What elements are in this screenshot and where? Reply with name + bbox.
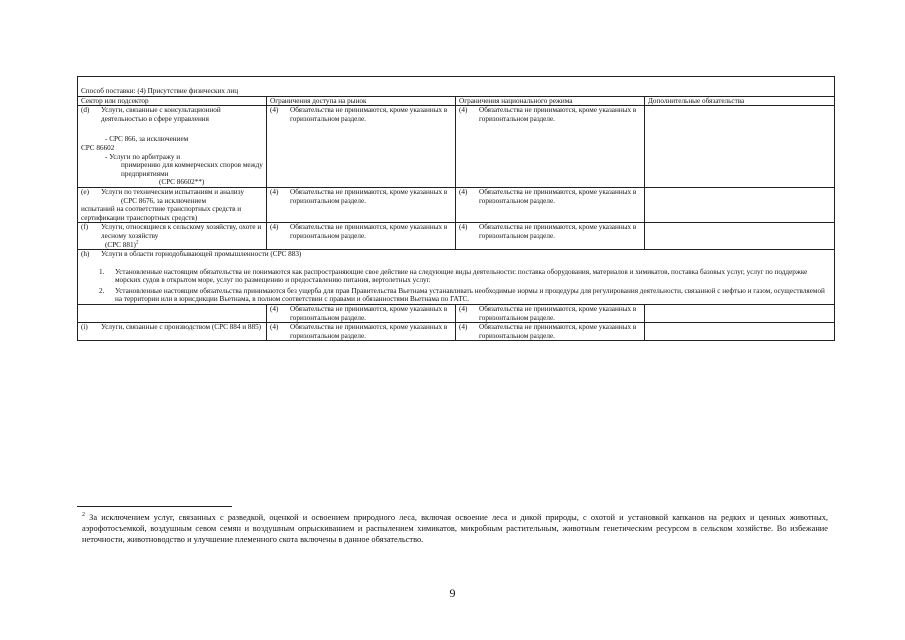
additional-d xyxy=(645,106,835,188)
sector-e-title: Услуги по техническим испытаниям и анализу xyxy=(101,187,244,196)
limitation-text: Обязательства не принимаются, кроме указанных в горизонтальном разделе. xyxy=(479,106,637,123)
sector-d-bullet1a: - CPC 866, за исключением xyxy=(105,135,189,144)
row-f xyxy=(78,223,835,250)
national-treatment-e xyxy=(456,187,645,222)
sector-d xyxy=(78,106,267,188)
header-market-access: Ограничения доступа на рынок xyxy=(267,96,456,106)
limitation-text: Обязательства не принимаются, кроме указанных в горизонтальном разделе. xyxy=(290,305,448,322)
row-d xyxy=(78,106,835,188)
sector-e xyxy=(78,187,267,222)
header-additional: Дополнительные обязательства xyxy=(645,96,835,106)
limitation-label: (4) xyxy=(270,305,279,314)
sector-e-label: (e) xyxy=(81,187,89,196)
sector-d-label: (d) xyxy=(81,106,90,115)
national-treatment-h xyxy=(456,305,645,323)
sector-h-label: (h) xyxy=(81,250,90,259)
market-access-e xyxy=(267,187,456,222)
header-sector: Сектор или подсектор xyxy=(78,96,267,106)
sector-h-note1: 1. Установленные настоящим обязательства не понимаются как распространяющие свое действие на следующие виды деятельности: поставка оборудования, материалов и химикатов, поставка базовых услуг, услуг по поддержке морских судов в открытом море, услуг по размещению и предоставлению питания, вертолетных услуг. xyxy=(99,267,808,285)
limitation-label: (4) xyxy=(459,106,468,115)
limitation-label: (4) xyxy=(459,223,468,232)
footnote xyxy=(82,512,828,546)
header-row xyxy=(78,96,835,106)
limitation-label: (4) xyxy=(459,305,468,314)
sector-d-bullet2a: - Услуги по арбитражу и xyxy=(105,152,181,161)
commitments-table xyxy=(77,76,835,341)
supply-mode: Способ поставки: (4) Присутствие физических лиц xyxy=(78,77,835,97)
market-access-i xyxy=(267,323,456,341)
row-h-limits xyxy=(78,305,835,323)
national-treatment-i xyxy=(456,323,645,341)
market-access-d xyxy=(267,106,456,188)
additional-e xyxy=(645,187,835,222)
additional-h xyxy=(645,305,835,323)
sector-i xyxy=(78,323,267,341)
sector-h-title: Услуги в области горнодобывающей промышленности (CPC 883) xyxy=(101,250,302,259)
footnote-ref: 2 xyxy=(135,240,139,246)
row-h xyxy=(78,250,835,305)
sector-d-bullet2b: примирению для коммерческих споров между предприятиями xyxy=(121,161,263,178)
additional-f xyxy=(645,223,835,250)
limitation-text: Обязательства не принимаются, кроме указанных в горизонтальном разделе. xyxy=(290,106,448,123)
sector-f-title: Услуги, относящиеся к сельскому хозяйству, охоте и лесному хозяйству xyxy=(101,223,262,240)
sector-h-note2: 2. Установленные настоящим обязательства принимаются без ущерба для прав Правительства Вьетнама устанавливать необходимые нормы и процедуры для регулирования деятельности, связанной с нефтью и газом, осуществляемой на территории или в юрисдикции Вьетнама, в полном соответствии с правами и обязанностями Вьетнама по ГАТС. xyxy=(99,286,825,304)
limitation-label: (4) xyxy=(270,106,279,115)
footnote-separator xyxy=(77,506,232,507)
limitation-label: (4) xyxy=(270,223,279,232)
sector-h-empty xyxy=(78,305,267,323)
sector-d-title: Услуги, связанные с консультационной деятельностью в сфере управления xyxy=(101,106,221,123)
national-treatment-f xyxy=(456,223,645,250)
sector-d-bullet1b: CPC 86602 xyxy=(81,143,115,152)
sector-d-bullet2c: (CPC 86602**) xyxy=(159,178,205,187)
sector-h xyxy=(78,250,835,305)
limitation-text: Обязательства не принимаются, кроме указанных в горизонтальном разделе. xyxy=(479,223,637,240)
limitation-label: (4) xyxy=(270,187,279,196)
market-access-h xyxy=(267,305,456,323)
market-access-f xyxy=(267,223,456,250)
limitation-text: Обязательства не принимаются, кроме указанных в горизонтальном разделе. xyxy=(290,223,448,240)
limitation-label: (4) xyxy=(459,323,468,332)
header-national-treatment: Ограничения национального режима xyxy=(456,96,645,106)
national-treatment-d xyxy=(456,106,645,188)
supply-mode-row xyxy=(78,77,835,97)
limitation-text: Обязательства не принимаются, кроме указанных в горизонтальном разделе. xyxy=(479,323,637,340)
limitation-text: Обязательства не принимаются, кроме указанных в горизонтальном разделе. xyxy=(479,305,637,322)
sector-f xyxy=(78,223,267,250)
sector-i-label: (i) xyxy=(81,323,88,332)
sector-i-title: Услуги, связанные с производством (CPC 884 и 885) xyxy=(101,323,262,332)
limitation-label: (4) xyxy=(459,187,468,196)
sector-e-cpc: (CPC 8676, за исключением xyxy=(121,196,207,205)
sector-f-cpc: (CPC 881) xyxy=(105,240,136,249)
footnote-number: 2 xyxy=(82,512,85,519)
limitation-text: Обязательства не принимаются, кроме указанных в горизонтальном разделе. xyxy=(479,187,637,205)
row-e xyxy=(78,187,835,222)
row-i xyxy=(78,323,835,341)
limitation-text: Обязательства не принимаются, кроме указанных в горизонтальном разделе. xyxy=(290,323,448,340)
additional-i xyxy=(645,323,835,341)
limitation-text: Обязательства не принимаются, кроме указанных в горизонтальном разделе. xyxy=(290,187,448,205)
limitation-label: (4) xyxy=(270,323,279,332)
page-number: 9 xyxy=(449,586,456,600)
sector-e-rest: испытаний на соответствие транспортных средств и сертификации транспортных средств) xyxy=(81,205,242,222)
sector-f-label: (f) xyxy=(81,223,89,232)
footnote-text: За исключением услуг, связанных с разведкой, оценкой и освоением природного леса, включая освоение леса и дикой природы, с охотой и установкой капканов на редких и ценных животных, аэрофотосъемкой, воздушным севом семян и воздушным опрыскиванием и распылением химикатов, микробным растительным, животным генетическим ресурсом в сельском хозяйстве. Во избежание неточности, животноводство и улучшение племенного скота включены в данное обязательство. xyxy=(82,513,828,545)
